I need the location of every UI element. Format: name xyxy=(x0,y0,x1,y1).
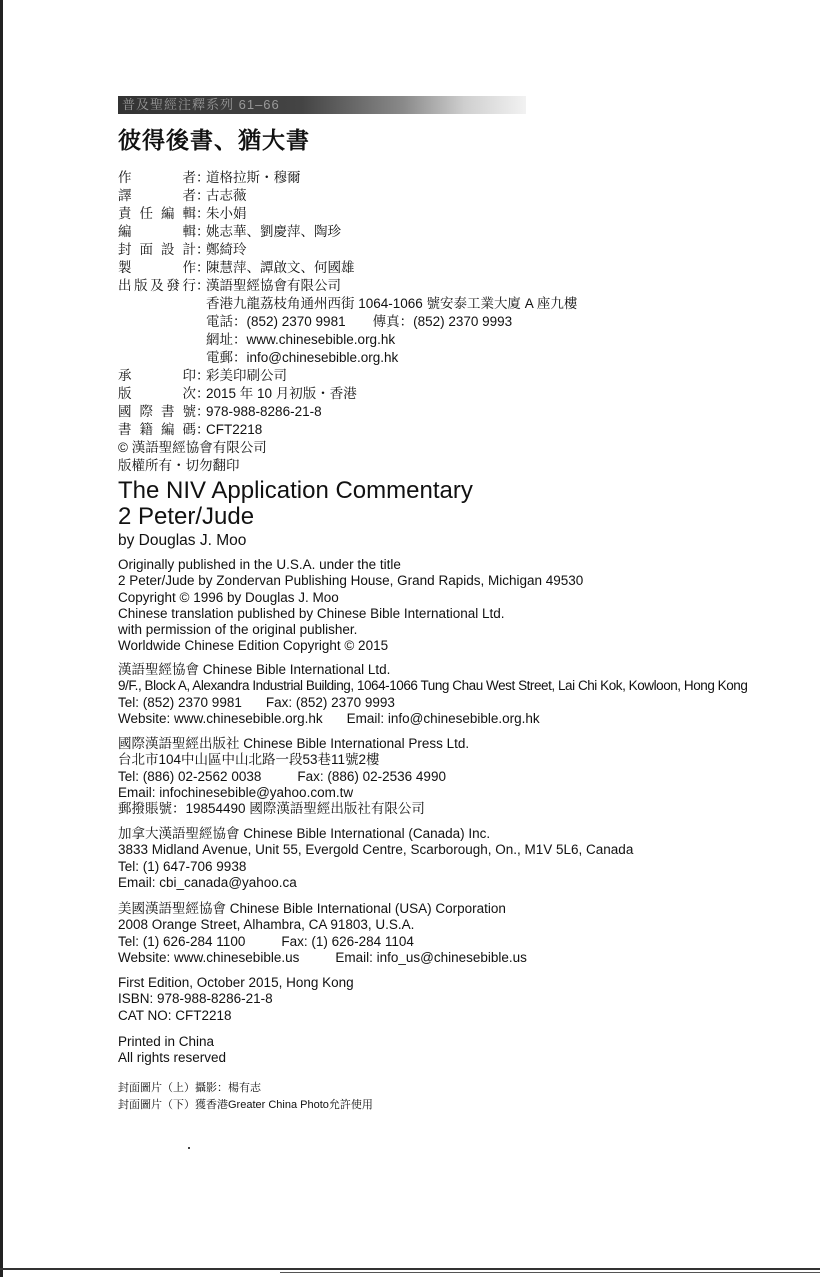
printed-block xyxy=(118,1034,226,1067)
hk-website: Website: www.chinesebible.org.hk xyxy=(118,710,323,726)
credit-value: CFT2218 xyxy=(206,422,263,437)
chinese-title: 彼得後書、猶大書 xyxy=(118,127,310,153)
orig-line: with permission of the original publisher. xyxy=(118,622,358,638)
scan-edge-bottom-line xyxy=(280,1272,820,1273)
ca-name: 加拿大漢語聖經協會 Chinese Bible International (Canada) Inc. xyxy=(118,826,491,841)
credit-row: 製 作 ： 陳慧萍、譚啟文、何國雄 xyxy=(118,260,355,275)
orig-line: Copyright © 1996 by Douglas J. Moo xyxy=(118,589,339,605)
orig-line: Originally published in the U.S.A. under the title xyxy=(118,557,401,572)
original-publication-block xyxy=(118,557,583,655)
copyright-zh: © 漢語聖經協會有限公司 xyxy=(118,440,267,455)
credit-value: 彩美印刷公司 xyxy=(206,368,287,383)
us-fax: Fax: (1) 626-284 1104 xyxy=(281,933,414,949)
credit-label: 國 際 書 號 xyxy=(118,404,196,419)
rights-line: All rights reserved xyxy=(118,1050,227,1066)
ca-address: 3833 Midland Avenue, Unit 55, Evergold Centre, Scarborough, On., M1V 5L6, Canada xyxy=(118,842,634,858)
credit-value: 道格拉斯・穆爾 xyxy=(206,170,301,185)
cat-no-line: CAT NO: CFT2218 xyxy=(118,1007,232,1023)
tw-email: Email: infochinesebible@yahoo.com.tw xyxy=(118,784,354,800)
photo-credit-line: 封面圖片（下）獲香港Greater China Photo允許使用 xyxy=(118,1099,373,1111)
isbn-line: ISBN: 978-988-8286-21-8 xyxy=(118,991,273,1007)
english-title-line1: The NIV Application Commentary xyxy=(118,477,473,504)
hk-address: 9/F., Block A, Alexandra Industrial Building, 1064-1066 Tung Chau West Street, Lai Chi Kok, Kowloon, Hong Kong xyxy=(118,678,748,694)
credit-label: 譯 者 xyxy=(118,188,196,203)
us-address: 2008 Orange Street, Alhambra, CA 91803, U.S.A. xyxy=(118,917,415,933)
author-byline: by Douglas J. Moo xyxy=(118,532,247,549)
us-contact xyxy=(118,934,527,950)
credit-row: 出 版 及 發 行 ： 漢語聖經協會有限公司 xyxy=(118,278,341,293)
credit-label: 製 作 xyxy=(118,260,196,275)
credit-label: 責 任 編 輯 xyxy=(118,206,196,221)
credit-label: 承 印 xyxy=(118,368,196,383)
ca-tel: Tel: (1) 647-706 9938 xyxy=(118,858,247,874)
us-email: Email: info_us@chinesebible.us xyxy=(335,949,527,965)
credit-row: 譯 者 ： 古志薇 xyxy=(118,188,247,203)
english-title-line2: 2 Peter/Jude xyxy=(118,503,255,530)
us-website: Website: www.chinesebible.us xyxy=(118,949,300,965)
credit-value: 漢語聖經協會有限公司 xyxy=(206,278,341,293)
orig-line: Chinese translation published by Chinese Bible International Ltd. xyxy=(118,605,505,621)
hk-tel: Tel: (852) 2370 9981 xyxy=(118,694,242,710)
credit-row: 編 輯 ： 姚志華、劉慶萍、陶珍 xyxy=(118,224,341,239)
publisher-email: 電郵：info@chinesebible.org.hk xyxy=(206,350,399,365)
scan-edge-bottom xyxy=(0,1268,820,1270)
credit-label: 書 籍 編 碼 xyxy=(118,422,196,437)
printed-line: Printed in China xyxy=(118,1034,215,1049)
credit-label: 版 次 xyxy=(118,386,196,401)
ca-office-block xyxy=(118,826,633,891)
credit-value: 姚志華、劉慶萍、陶珍 xyxy=(206,224,341,239)
tw-office-block xyxy=(118,736,469,817)
credit-label: 作 者 xyxy=(118,170,196,185)
credit-value: 2015 年 10 月初版・香港 xyxy=(206,386,357,401)
rights-zh: 版權所有・切勿翻印 xyxy=(118,458,240,473)
credit-value: 978-988-8286-21-8 xyxy=(206,404,322,419)
publisher-website: 網址：www.chinesebible.org.hk xyxy=(206,332,396,347)
tw-fax: Fax: (886) 02-2536 4990 xyxy=(297,768,446,784)
credit-label: 編 輯 xyxy=(118,224,196,239)
scan-speck xyxy=(188,1147,190,1149)
tw-address: 台北市104中山區中山北路一段53巷11號2樓 xyxy=(118,752,380,768)
credit-row: 封 面 設 計 ： 鄭綺玲 xyxy=(118,242,247,257)
credit-value: 古志薇 xyxy=(206,188,247,203)
ca-email: Email: cbi_canada@yahoo.ca xyxy=(118,874,297,890)
credit-value: 朱小娟 xyxy=(206,206,247,221)
tw-contact xyxy=(118,769,469,785)
orig-line: Worldwide Chinese Edition Copyright © 2015 xyxy=(118,638,389,654)
hk-fax: Fax: (852) 2370 9993 xyxy=(265,694,395,710)
credit-label: 封 面 設 計 xyxy=(118,242,196,257)
credit-label: 出 版 及 發 行 xyxy=(118,278,196,293)
english-title xyxy=(118,478,473,530)
publisher-address: 香港九龍荔枝角通州西街 1064-1066 號安泰工業大廈 A 座九樓 xyxy=(206,296,578,311)
publisher-phone: 電話：(852) 2370 9981 傳真：(852) 2370 9993 xyxy=(206,314,513,329)
us-name: 美國漢語聖經協會 Chinese Bible International (USA) Corporation xyxy=(118,901,506,916)
tw-postal: 郵撥賬號：19854490 國際漢語聖經出版社有限公司 xyxy=(118,801,425,817)
photo-credits xyxy=(118,1080,373,1114)
hk-email: Email: info@chinesebible.org.hk xyxy=(346,710,540,726)
credit-row: 承 印 ： 彩美印刷公司 xyxy=(118,368,287,383)
edition-block xyxy=(118,975,354,1024)
hk-office-block xyxy=(118,662,747,727)
scan-edge-left xyxy=(0,0,3,1277)
credit-row: 作 者 ： 道格拉斯・穆爾 xyxy=(118,170,301,185)
us-office-block xyxy=(118,901,527,966)
series-banner xyxy=(118,96,526,114)
credit-value: 陳慧萍、譚啟文、何國雄 xyxy=(206,260,355,275)
edition-line: First Edition, October 2015, Hong Kong xyxy=(118,975,354,990)
tw-name: 國際漢語聖經出版社 Chinese Bible International Press Ltd. xyxy=(118,736,470,751)
credit-row: 書 籍 編 碼 ： CFT2218 xyxy=(118,422,263,437)
credit-row: 版 次 ： 2015 年 10 月初版・香港 xyxy=(118,386,357,401)
us-tel: Tel: (1) 626-284 1100 xyxy=(118,933,246,949)
series-banner-text: 普及聖經注釋系列 61–66 xyxy=(122,97,280,112)
credit-value: 鄭綺玲 xyxy=(206,242,247,257)
tw-tel: Tel: (886) 02-2562 0038 xyxy=(118,768,262,784)
hk-online xyxy=(118,711,747,727)
orig-line: 2 Peter/Jude by Zondervan Publishing House, Grand Rapids, Michigan 49530 xyxy=(118,573,584,589)
photo-credit-line: 封面圖片（上）攝影：楊有志 xyxy=(118,1082,261,1094)
hk-name: 漢語聖經協會 Chinese Bible International Ltd. xyxy=(118,662,391,677)
us-online xyxy=(118,950,527,966)
hk-contact xyxy=(118,695,747,711)
credits-block xyxy=(118,169,577,475)
credit-row: 國 際 書 號 ： 978-988-8286-21-8 xyxy=(118,404,322,419)
credit-row: 責 任 編 輯 ： 朱小娟 xyxy=(118,206,247,221)
